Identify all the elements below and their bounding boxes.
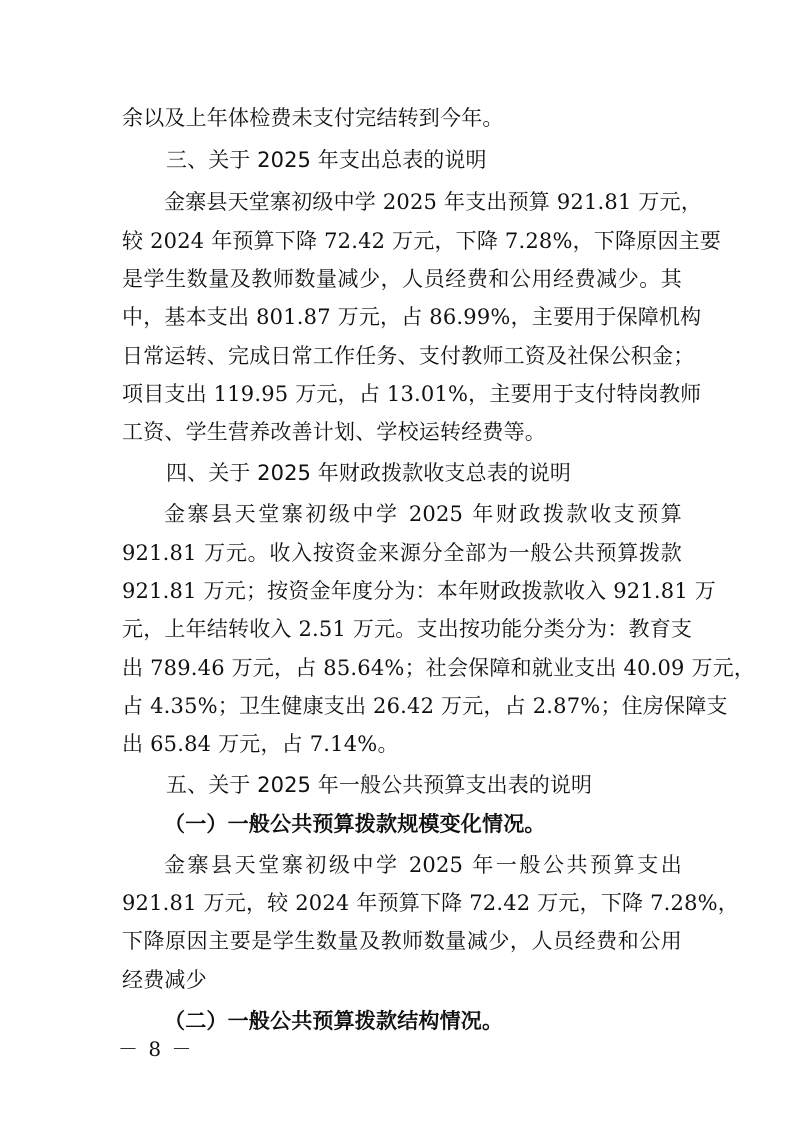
section-heading-3: 三、关于 2025 年支出总表的说明	[166, 148, 487, 172]
subheading-2: （二）一般公共预算拨款结构情况。	[164, 1009, 504, 1033]
paragraph-line: 中，基本支出 801.87 万元，占 86.99%，主要用于保障机构	[122, 305, 702, 329]
paragraph-line: 余以及上年体检费未支付完结转到今年。	[122, 106, 504, 130]
paragraph-line: 经费减少	[122, 968, 207, 992]
paragraph-line: 出 65.84 万元，占 7.14%。	[122, 732, 399, 756]
paragraph-line: 出 789.46 万元，占 85.64%；社会保障和就业支出 40.09 万元，	[122, 656, 756, 680]
paragraph-line: 921.81 万元；按资金年度分为：本年财政拨款收入 921.81 万	[122, 579, 716, 603]
section-heading-4: 四、关于 2025 年财政拨款收支总表的说明	[166, 461, 571, 485]
section-heading-5: 五、关于 2025 年一般公共预算支出表的说明	[166, 773, 593, 797]
paragraph-line: 金寨县天堂寨初级中学 2025 年财政拨款收支预算	[164, 502, 682, 526]
paragraph-line: 是学生数量及教师数量减少，人员经费和公用经费减少。其	[122, 267, 682, 291]
paragraph-line: 日常运转、完成日常工作任务、支付教师工资及社保公积金；	[122, 344, 695, 368]
subheading-1: （一）一般公共预算拨款规模变化情况。	[164, 812, 546, 836]
page-number: － 8 －	[118, 1037, 194, 1061]
paragraph-line: 921.81 万元，较 2024 年预算下降 72.42 万元，下降 7.28%，	[122, 891, 740, 915]
paragraph-line: 921.81 万元。收入按资金来源分全部为一般公共预算拨款	[122, 541, 682, 565]
paragraph-line: 元，上年结转收入 2.51 万元。支出按功能分类分为：教育支	[122, 617, 693, 641]
paragraph-line: 较 2024 年预算下降 72.42 万元，下降 7.28%，下降原因主要	[122, 229, 722, 253]
paragraph-line: 下降原因主要是学生数量及教师数量减少，人员经费和公用	[122, 929, 682, 953]
paragraph-line: 金寨县天堂寨初级中学 2025 年支出预算 921.81 万元，	[164, 190, 703, 214]
paragraph-line: 金寨县天堂寨初级中学 2025 年一般公共预算支出	[164, 853, 682, 877]
paragraph-line: 占 4.35%；卫生健康支出 26.42 万元，占 2.87%；住房保障支	[122, 694, 728, 718]
paragraph-line: 项目支出 119.95 万元，占 13.01%，主要用于支付特岗教师	[122, 382, 702, 406]
paragraph-line: 工资、学生营养改善计划、学校运转经费等。	[122, 420, 546, 444]
